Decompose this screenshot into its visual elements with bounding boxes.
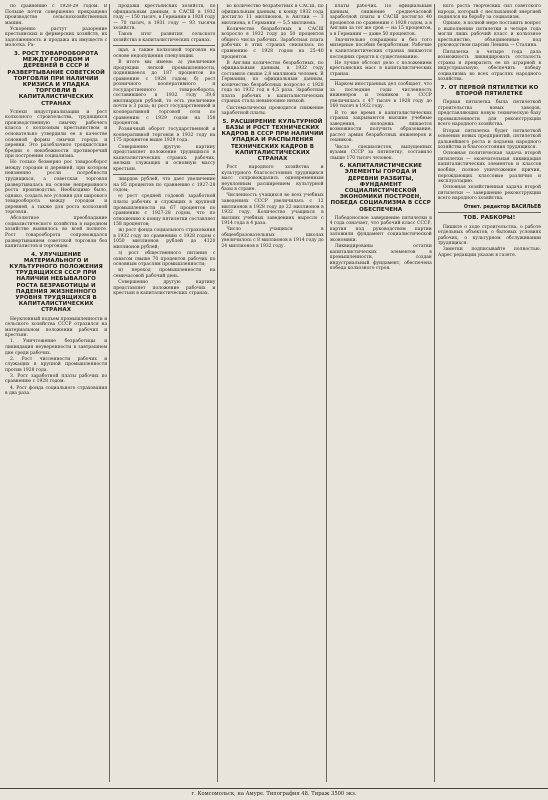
paragraph: Неуклонный подъем промышленности и сельского хозяйства СССР отразился на материальном положении рабочих и крестьян. xyxy=(5,316,108,339)
paragraph: во количество безработных в САСШ, по официальным данным, к концу 1932 года достигло 11 миллионов, в Англии — 3 миллиона, в Германии — 5,5 миллиона. xyxy=(221,4,324,26)
section-heading-6: 6. КАПИТАЛИСТИЧЕСКИЕ ЭЛЕМЕНТЫ ГОРОДА И ДЕРЕВНИ РАЗБИТЫ, ФУНДАМЕНТ СОЦИАЛИСТИЧЕСКОЙ ЭКОНОМИКИ ПОСТРОЕН, ПОБЕДА СОЦИАЛИЗМА В СССР ОБЕСПЕЧЕНА xyxy=(330,163,431,213)
paragraph: Но только безмерно рос товарооборот между городом и деревней, при котором неизменно росли потребности трудящихся, а советская торговля развертывалась на основе непрерывного роста производства. Необходимо было, однако, создать все условия для широкого товарооборота между городом и деревней, а также для роста колхозной торговли. xyxy=(5,160,108,216)
paragraph: Розничный оборот государственной и кооперативной торговли в 1932 году на 175 процентов выше 1929 года. xyxy=(113,127,216,144)
paragraph: Первая пятилетка была пятилеткой строительства новых заводов, представляющих новую техническую базу промышленности для реконструкции всего народного хозяйства. xyxy=(437,100,541,128)
imprint-line: г. Комсомольск, на Амуре. Типография 48. Тираж 3500 экз. xyxy=(0,788,548,797)
paragraph: продажи крестьянских хозяйств, по официальным данным, в САСШ в 1932 году — 150 тысяч, в Германии в 1928 году — 70 тысяч, в 1931 году — 93 тысячи хозяйств. xyxy=(113,4,216,32)
paragraph: Абсолютное преобладание социалистического хозяйства в народном хозяйстве выявилось во всей полноте. Рост товарооборота сопровождался развертыванием советской торговли без капиталистов и торговцев. xyxy=(5,216,108,250)
paragraph: Пишите о ходе строительства, о работе отдельных объектов, о бытовых условиях рабочих, о культурном обслуживании трудящихся. xyxy=(437,224,541,247)
paragraph: Успехи индустриализации и рост колхозного строительства, трудящихся производственную смычку рабочего класса с колхозным крестьянством и основательно утвердили ее в качестве основной формы смычки города и деревни. Это разоблачило троцкистские бредни о неизбежности противоречий при построении социализма. xyxy=(5,109,108,160)
paragraph: Заметки подписывайте полностью. Адрес редакции указан в газете. xyxy=(437,247,541,258)
column-4 xyxy=(330,4,435,782)
paragraph: 2. Рост численности рабочих и служащих в крупной промышленности против 1928 года. xyxy=(5,356,108,373)
paragraph: Пятилетка в четыре года дала возможность ликвидировать отсталость страны и превратить ее из аграрной в индустриальную, обеспечить победу социализма во всех отраслях народного хозяйства. xyxy=(437,49,541,83)
paragraph: Число специалистов, выпущенных вузами СССР за пятилетку, составило свыше 170 тысяч человек. xyxy=(329,144,432,161)
paragraph: Основная хозяйственная задача второй пятилетки — завершение реконструкции всего народного хозяйства. xyxy=(437,185,541,202)
paragraph: Основная политическая задача второй пятилетки — окончательная ликвидация капиталистических элементов и классов вообще, полное уничтожение причин, порождающих классовые различия и эксплуатацию. xyxy=(437,151,541,185)
columns xyxy=(5,4,543,782)
column-2 xyxy=(113,4,218,782)
paragraph: В Англии количество безработных, по официальным данным, в 1932 году составило свыше 2,8 миллиона человек. В Германии, по официальным данным, количество безработных возросло с 1928 года по 1932 год в 4,5 раза. Заработная плата рабочих в капиталистических странах стала невыносимо низкой. xyxy=(221,60,324,105)
paragraph: Значительно сокращены и без того мизерные пособия безработным. Рабочие в капиталистических странах лишаются последних средств к существованию. xyxy=(329,37,432,60)
section-heading-7: 7. ОТ ПЕРВОЙ ПЯТИЛЕТКИ КО ВТОРОЙ ПЯТИЛЕТКЕ xyxy=(440,84,539,98)
paragraph: Ликвидированы остатки капиталистических элементов в промышленности, создан индустриальный фундамент, обеспечена победа колхозного строя. xyxy=(329,244,432,272)
paragraph: по сравнению с 1928-29 годом. В Польше почти совершенно прекращено производство сельскохозяйственных машин. xyxy=(5,4,108,26)
paragraph: 3. Рост заработной платы рабочих по сравнению с 1928 годом. xyxy=(5,373,108,385)
paragraph: Не лучше обстоит дело с положением крестьянских масс в капиталистических странах. xyxy=(329,60,432,77)
paragraph: Совершенно другую картину представляет положение рабочих и крестьян в капиталистических странах. xyxy=(113,280,216,297)
paragraph: Вторая пятилетка будет пятилеткой освоения новых предприятий, пятилеткой дальнейшего роста и подъема народного хозяйства и благосостояния трудящихся. xyxy=(437,128,541,151)
column-5 xyxy=(438,4,543,782)
paragraph: щая, а также колхозной торговли на основе недопущения спекуляции. xyxy=(113,48,216,59)
section-heading-5: 5. РАСШИРЕНИЕ КУЛЬТУРНОЙ БАЗЫ И РОСТ ТЕХНИЧЕСКИХ КАДРОВ В СССР ПРИ НАЛИЧИИ УПАДКА И РАСПЫЛЕНИЯ ТЕХНИЧЕСКИХ КАДРОВ В КАПИТАЛИСТИЧЕСКИХ СТРАНАХ xyxy=(221,118,324,162)
paragraph: и) переход промышленности на семичасовой рабочий день. xyxy=(113,268,216,279)
paragraph: Совершенно другую картину представляет положение трудящихся в капиталистических странах: рабочих, мелких служащих и основную массу крестьян. xyxy=(113,144,216,172)
paragraph: Количество безработных в САСШ возросло в 1932 году до 50 процентов общего числа рабочих. Заработная плата рабочих в этих странах снизилась по сравнению с 1928 годом на 25–40 процентов. xyxy=(221,26,324,60)
paragraph: платы рабочих. По официальным данным, снижение среднечасовой заработной платы в САСШ достигло 40 процентов по сравнению с 1928 годом, а в Англии за тот же срок — на 15 процентов, а в Германии — даже 50 процентов. xyxy=(329,4,432,37)
editor-signature: Ответ. редактор ВАСИЛЬЕВ xyxy=(463,204,541,210)
paragraph: Численность учащихся во всех учебных заведениях СССР увеличилась с 12 миллионов в 1928 году до 22 миллионов в 1932 году. Количество учащихся в высших учебных заведениях выросло с 1914 года в 4 раза. xyxy=(221,193,324,227)
divider xyxy=(438,212,541,213)
column-1 xyxy=(5,4,110,782)
section-heading-4: 4. УЛУЧШЕНИЕ МАТЕРИАЛЬНОГО И КУЛЬТУРНОГО ПОЛОЖЕНИЯ ТРУДЯЩИХСЯ СССР ПРИ НАЛИЧИИ НЕБЫВАЛОГО РОСТА БЕЗРАБОТИЦЫ И ПАДЕНИЯ ЖИЗНЕННОГО УРОВНЯ ТРУДЯЩИХСЯ В КАПИТАЛИСТИЧЕСКИХ СТРАНАХ xyxy=(9,251,103,314)
paragraph: Систематически проводится снижение заработной платы. xyxy=(221,105,324,117)
rabkor-heading: ТОВ. РАБКОРЫ! xyxy=(463,215,516,222)
paragraph: Ускоренно растут разорение крестьянских и фермерских хозяйств, их задолженность и продажа их имуществ с молотка. Ра- xyxy=(5,26,108,49)
paragraph: Таков итог развития сельского хозяйства в капиталистических странах. xyxy=(113,32,216,43)
paragraph: Однако, в полной мере поставить вопрос о выполнении пятилетки в четыре года могли лишь рабочий класс и колхозное крестьянство, объединенные под руководством партии Ленина — Сталина. xyxy=(437,21,541,49)
section-heading-3: 3. РОСТ ТОВАРООБОРОТА МЕЖДУ ГОРОДОМ И ДЕРЕВНЕЙ В СССР И РАЗВЕРТЫВАНИЕ СОВЕТСКОЙ ТОРГОВЛИ ПРИ НАЛИЧИИ КРИЗИСА И УПАДКА ТОРГОВЛИ В КАПИТАЛИСТИЧЕСКИХ СТРАНАХ xyxy=(7,50,105,107)
paragraph: Нарком иностранных дел сообщает, что за последние годы численность инженеров и техников в СССР увеличилась с 47 тысяч в 1928 году до 160 тысяч в 1932 году. xyxy=(329,82,432,110)
paragraph: ного роста творческих сил советского народа, который с неслыханной энергией поднялся на борьбу за социализм. xyxy=(437,4,541,21)
paragraph: Победоносное завершение пятилетки в 4 года означает, что рабочий класс СССР, партия под руководством партии заложили фундамент социалистической экономики. xyxy=(329,215,432,243)
paragraph: В то же время в капиталистических странах закрываются высшие учебные заведения, молодежь лишается возможности получить образование, растет армия безработных инженеров и техников. xyxy=(329,110,432,144)
paragraph: ж) рост фонда социального страхования в 1932 году по сравнению с 1928 годом с 1050 миллионов рублей до 4120 миллионов рублей; xyxy=(113,228,216,250)
divider xyxy=(330,79,432,80)
paragraph: 4. Рост фонда социального страхования в два раза. xyxy=(5,385,108,397)
paragraph: е) рост средней годовой заработной платы рабочих и служащих в крупной промышленности на 67 процентов по сравнению с 1927-28 годом, что по отношению к концу пятилетки составляет 158 процентов; xyxy=(113,194,216,228)
paragraph: В итоге мы имеем: а) увеличение продукции легкой промышленности, поднявшееся до 187 процентов по сравнению с 1928 годом; б) рост розничного кооперативного и государственного товарооборота, составившего в 1932 году 39,6 миллиардов рублей, то есть увеличение почти в 3 раза; в) рост государственной и кооперативной торговой сети по сравнению с 1929 годом на 158 процентов. xyxy=(113,60,216,127)
divider xyxy=(113,45,215,46)
divider xyxy=(113,174,215,175)
paragraph: з) рост общественного питания с охватом свыше 70 процентов рабочих по основным отраслям промышленности; xyxy=(113,251,216,268)
paragraph: Рост народного хозяйства и культурного благосостояния трудящихся масс сопровождались одновременным неуклонным расширением культурной базы в стране. xyxy=(221,165,324,193)
paragraph: 1. Уничтожение безработицы и ликвидация неуверенности в завтрашнем дне среди рабочих. xyxy=(5,339,108,356)
paragraph: лиардов рублей, что дает увеличение на 85 процентов по сравнению с 1927-28 годом; xyxy=(113,177,216,194)
column-3 xyxy=(221,4,326,782)
paragraph: Число учащихся в общеобразовательных школах увеличилось с 8 миллионов в 1914 году до 24 миллионов в 1932 году. xyxy=(221,227,324,249)
